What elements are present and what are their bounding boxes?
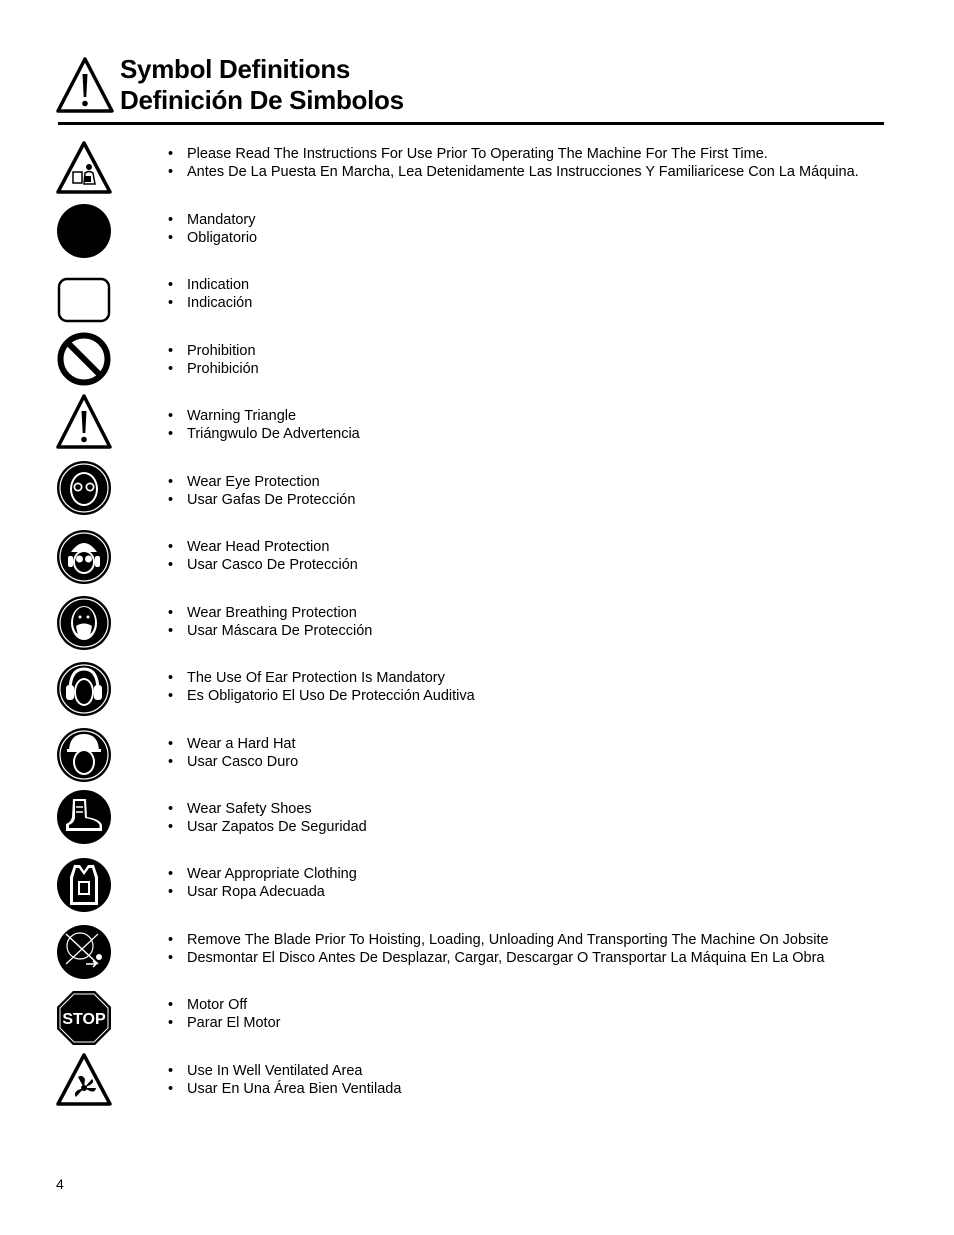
symbol-row: [0, 866, 954, 926]
symbol-row: [0, 801, 954, 861]
read-instructions-icon: [56, 140, 112, 196]
symbol-text-es: • Prohibición: [168, 360, 259, 377]
symbol-text-es: • Triángwulo De Advertencia: [168, 425, 360, 442]
safety-shoes-icon: [56, 789, 112, 845]
header-divider: [58, 122, 884, 125]
hard-hat-icon: [56, 727, 112, 783]
symbol-text-en: • Prohibition: [168, 343, 256, 359]
symbol-text-es: • Usar Máscara De Protección: [168, 622, 373, 639]
symbol-row: [0, 1063, 954, 1123]
symbol-row: [0, 408, 954, 468]
eye-protection-icon: [56, 460, 112, 516]
symbol-text-es: • Usar Casco Duro: [168, 753, 299, 770]
symbol-row: [0, 146, 954, 206]
symbol-row: [0, 932, 954, 992]
symbol-text-en: • Wear a Hard Hat: [168, 736, 296, 752]
svg-text:STOP: STOP: [62, 1011, 106, 1028]
page-number: 4: [56, 1176, 64, 1192]
symbol-text-es: • Usar Ropa Adecuada: [168, 883, 325, 900]
symbol-text-es: • Usar En Una Área Bien Ventilada: [168, 1080, 402, 1097]
symbol-text-es: • Es Obligatorio El Uso De Protección Auditiva: [168, 687, 475, 704]
symbol-row: [0, 670, 954, 730]
indication-square-icon: [56, 277, 112, 333]
symbol-text-en: • Wear Eye Protection: [168, 474, 320, 490]
warning-triangle-icon: [56, 393, 112, 449]
symbol-text-en: • Wear Breathing Protection: [168, 605, 357, 621]
symbol-row: [0, 997, 954, 1057]
symbol-text-en: • Warning Triangle: [168, 408, 297, 424]
symbol-text-es: • Parar El Motor: [168, 1014, 281, 1031]
head-protection-icon: [56, 529, 112, 585]
symbol-text-es: • Usar Casco De Protección: [168, 556, 358, 573]
symbol-text-es: • Obligatorio: [168, 229, 258, 246]
clothing-icon: [56, 857, 112, 913]
mandatory-circle-icon: [56, 203, 112, 259]
symbol-text-en: • Indication: [168, 277, 250, 293]
symbol-text-es: • Desmontar El Disco Antes De Desplazar, Cargar, Descargar O Transportar La Máquina En La Obra: [168, 949, 825, 966]
symbol-text-en: • Remove The Blade Prior To Hoisting, Loading, Unloading And Transporting The Machine On Jobsite: [168, 932, 829, 948]
symbol-text-en: • Wear Appropriate Clothing: [168, 866, 357, 882]
symbol-row: [0, 605, 954, 665]
breathing-protection-icon: [56, 595, 112, 651]
prohibition-icon: [56, 331, 112, 387]
symbol-text-es: • Antes De La Puesta En Marcha, Lea Detenidamente Las Instrucciones Y Familiaricese Con La Máquina.: [168, 163, 859, 180]
symbol-text-es: • Indicación: [168, 294, 253, 311]
symbol-row: [0, 539, 954, 599]
ventilation-icon: [56, 1052, 112, 1108]
symbol-row: [0, 474, 954, 534]
symbol-row: [0, 343, 954, 403]
symbol-row: [0, 736, 954, 796]
page-header: [56, 56, 884, 116]
symbol-row: [0, 277, 954, 337]
remove-blade-icon: [56, 924, 112, 980]
page-title: Symbol Definitions: [120, 54, 351, 84]
warning-triangle-icon: [56, 56, 114, 114]
symbol-text-en: • Use In Well Ventilated Area: [168, 1063, 363, 1079]
stop-sign-icon: [56, 990, 112, 1046]
symbol-text-en: • Mandatory: [168, 212, 256, 228]
page-title-spanish: Definición De Simbolos: [120, 85, 404, 115]
symbol-text-en: • The Use Of Ear Protection Is Mandatory: [168, 670, 445, 686]
symbol-text-en: • Motor Off: [168, 997, 248, 1013]
ear-protection-icon: [56, 661, 112, 717]
symbol-row: [0, 212, 954, 272]
symbol-text-en: • Please Read The Instructions For Use Prior To Operating The Machine For The First Time.: [168, 146, 768, 162]
symbol-text-es: • Usar Zapatos De Seguridad: [168, 818, 367, 835]
symbol-text-es: • Usar Gafas De Protección: [168, 491, 356, 508]
symbol-text-en: • Wear Head Protection: [168, 539, 330, 555]
symbol-text-en: • Wear Safety Shoes: [168, 801, 312, 817]
